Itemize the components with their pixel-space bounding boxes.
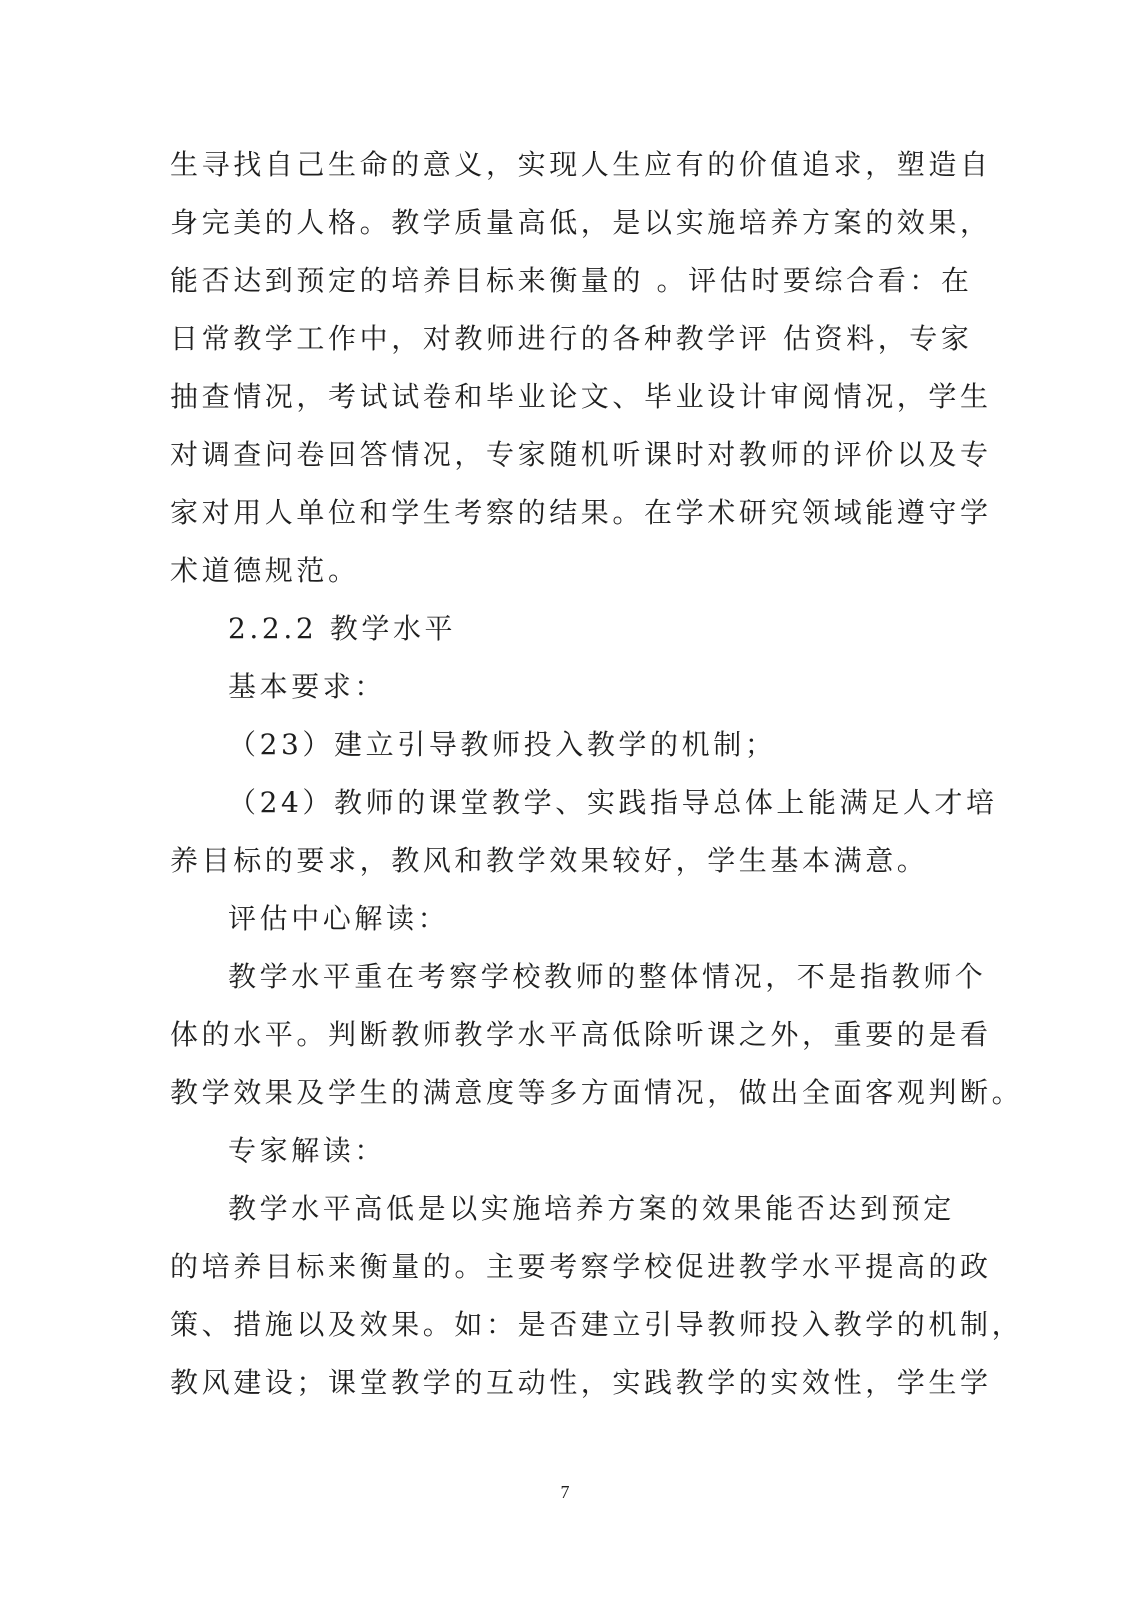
text-line: 术道德规范。 (170, 554, 360, 587)
section-heading: 2.2.2 教学水平 (228, 612, 457, 645)
text-line: （23）建立引导教师投入教学的机制； (228, 728, 777, 761)
text-line: 抽查情况，考试试卷和毕业论文、毕业设计审阅情况，学生 (170, 380, 992, 413)
text-line: 体的水平。判断教师教学水平高低除听课之外，重要的是看 (170, 1018, 992, 1051)
text-line: 专家解读： (228, 1134, 387, 1167)
text-line: 的培养目标来衡量的。主要考察学校促进教学水平提高的政 (170, 1250, 992, 1283)
text-line: 教学水平高低是以实施培养方案的效果能否达到预定 (228, 1192, 955, 1225)
text-line: 生寻找自己生命的意义，实现人生应有的价值追求，塑造自 (170, 148, 992, 181)
text-line: 对调查问卷回答情况，专家随机听课时对教师的评价以及专 (170, 438, 992, 471)
text-line: 评估中心解读： (228, 902, 450, 935)
text-line: 教风建设；课堂教学的互动性，实践教学的实效性，学生学 (170, 1366, 992, 1399)
text-line: 教学水平重在考察学校教师的整体情况，不是指教师个 (228, 960, 987, 993)
text-line: 教学效果及学生的满意度等多方面情况，做出全面客观判断。 (170, 1076, 1024, 1109)
text-line: 基本要求： (228, 670, 387, 703)
text-line: 日常教学工作中，对教师进行的各种教学评 估资料，专家 (170, 322, 973, 355)
page-number: 7 (560, 1482, 570, 1502)
text-line: （24）教师的课堂教学、实践指导总体上能满足人才培 (228, 786, 998, 819)
text-line: 能否达到预定的培养目标来衡量的 。评估时要综合看：在 (170, 264, 973, 297)
text-line: 养目标的要求，教风和教学效果较好，学生基本满意。 (170, 844, 929, 877)
text-line: 身完美的人格。教学质量高低，是以实施培养方案的效果， (170, 206, 992, 239)
text-line: 策、措施以及效果。如：是否建立引导教师投入教学的机制， (170, 1308, 1024, 1341)
text-line: 家对用人单位和学生考察的结果。在学术研究领域能遵守学 (170, 496, 992, 529)
